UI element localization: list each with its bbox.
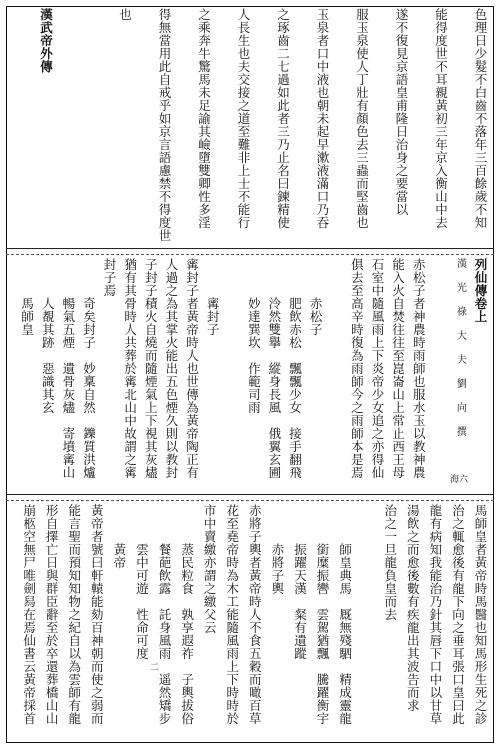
- text-column: 銜糜振轡 雲駕猶飄 騰躍衡宇: [315, 504, 330, 725]
- text-column: 寗封子: [205, 258, 221, 336]
- text-column: 肥飲赤松 飄飄少女 接手翻飛: [287, 258, 303, 479]
- text-column: 人過之為其掌火能出五色煙久則以教封: [163, 258, 179, 479]
- text-column: 治之輒愈後有龍下向之垂耳張口皇曰此: [450, 504, 466, 725]
- text-column: 龍有病知我能治乃針其唇下口中以甘草: [427, 504, 443, 725]
- text-panel-top: [8, 8, 492, 246]
- text-column: 妙達巽坎 作範司雨: [246, 258, 262, 414]
- text-column: 之乘奔牛驚馬未足諭其嶮墮雙卿性多淫: [196, 8, 212, 229]
- text-column: 玉泉者口中液也朝未起早漱液滿口乃吞: [315, 8, 330, 229]
- text-column: 赤將子輿者黃帝時人不食五穀而噉百草: [247, 504, 263, 725]
- text-column: 列仙傳卷上: [473, 258, 488, 323]
- text-column: 赤松子: [308, 258, 324, 336]
- text-column: 色理日少髮不白齒不落年三百餘歲不知: [473, 8, 488, 229]
- text-column: 漢武帝外傳: [38, 8, 54, 73]
- folio-number-lower: 二: [150, 663, 160, 673]
- text-column: 奇矣封子 妙稟自然 鑠質洪爐: [81, 258, 97, 479]
- text-column: 形自擇亡日與群臣辭至於卒還葬橋山山: [44, 504, 60, 725]
- text-column: 人覩其跡 惡識其玄: [40, 258, 56, 414]
- text-column: 治之一旦龍負皇而去: [382, 504, 398, 621]
- text-column: 漢 光 祿 大 夫 劉 向 撰: [454, 258, 466, 438]
- text-column: 馬師皇者黃帝時馬醫也知馬形生死之診: [473, 504, 488, 725]
- text-column: 遂不復見京語皇甫隆日治身之要當以: [394, 8, 409, 216]
- text-column: 馬師皇: [19, 258, 35, 336]
- text-panel-middle: [8, 258, 492, 490]
- gutter-rule-lower: [6, 500, 494, 501]
- text-column: 市中賣繳亦謂之繳父云: [202, 504, 218, 634]
- text-column: 黃帝: [111, 504, 127, 569]
- text-column: 之琢齒二七過如此者三乃止名曰鍊精使: [275, 8, 291, 229]
- text-column: 振躍天漢 粲有遺蹤: [292, 504, 308, 660]
- text-column: 也: [117, 8, 133, 21]
- text-column: 子封子積火自燒而隨煙氣上下視其灰燼: [143, 258, 159, 479]
- middle-panel-rule: [6, 494, 494, 495]
- text-column: 能入火自焚往往至崑崙山上常止西王母: [390, 258, 406, 479]
- text-column: 崩柩空無尸唯劍舄在焉仙書云黃帝採首: [21, 504, 37, 725]
- text-column: 赤將子輿: [269, 504, 285, 595]
- text-column: 石室中隨風雨上下炎帝少女追之亦得仙: [369, 258, 385, 479]
- text-column: 猶有其骨時人共葬於寗北山中故謂之寗: [122, 258, 138, 479]
- text-column: 雲中可遊 性命可度: [134, 504, 150, 660]
- text-column: 餐葩飲露 託身風雨 遥然矯步: [157, 504, 172, 725]
- text-column: 寗封子者黃帝時人也世傳為黃帝陶正有: [184, 258, 200, 479]
- text-panel-bottom: [8, 504, 492, 740]
- text-column: 蒸民粒食 孰享遐祚 子輿拔俗: [179, 504, 195, 725]
- text-column: 得無當用此自戒乎如京言語慮禁不得度世: [157, 8, 172, 242]
- text-column: 赤松子者神農時雨師也服水玉以教神農: [411, 258, 427, 479]
- folio-number: 海六: [450, 475, 469, 485]
- text-column: 能言聖而預知知物之紀自以為雲師有龍: [66, 504, 82, 725]
- text-column: 服玉泉使人丁壯有顏色去三蟲而堅齒也: [354, 8, 370, 229]
- text-column: 封子焉: [102, 258, 118, 297]
- text-column: 泠然雙擧 縱身長風 俄翼玄圃: [266, 258, 282, 479]
- top-panel-rule: [6, 248, 494, 249]
- text-column: 湯飲之而愈後數有疾龍出其波告而求: [405, 504, 421, 712]
- gutter-rule: [6, 254, 494, 255]
- text-column: 師皇典馬 厩無殘駟 精成靈龍: [337, 504, 353, 725]
- text-column: 暢氣五煙 遺骨灰燼 寄墳寗山: [60, 258, 76, 479]
- text-column: 俱去至高辛時復為雨師今之雨師本是焉: [349, 258, 365, 479]
- text-column: 能得度世不耳親黃初三年京入衡山中去: [433, 8, 449, 229]
- text-column: 花至堯帝時為木工能隨風雨上下時時於: [224, 504, 240, 725]
- text-column: 黃帝者號曰軒轅能劾百神朝而使之弱而: [89, 504, 105, 725]
- text-column: 人長生也夫交接之道至難非上士不能行: [236, 8, 251, 229]
